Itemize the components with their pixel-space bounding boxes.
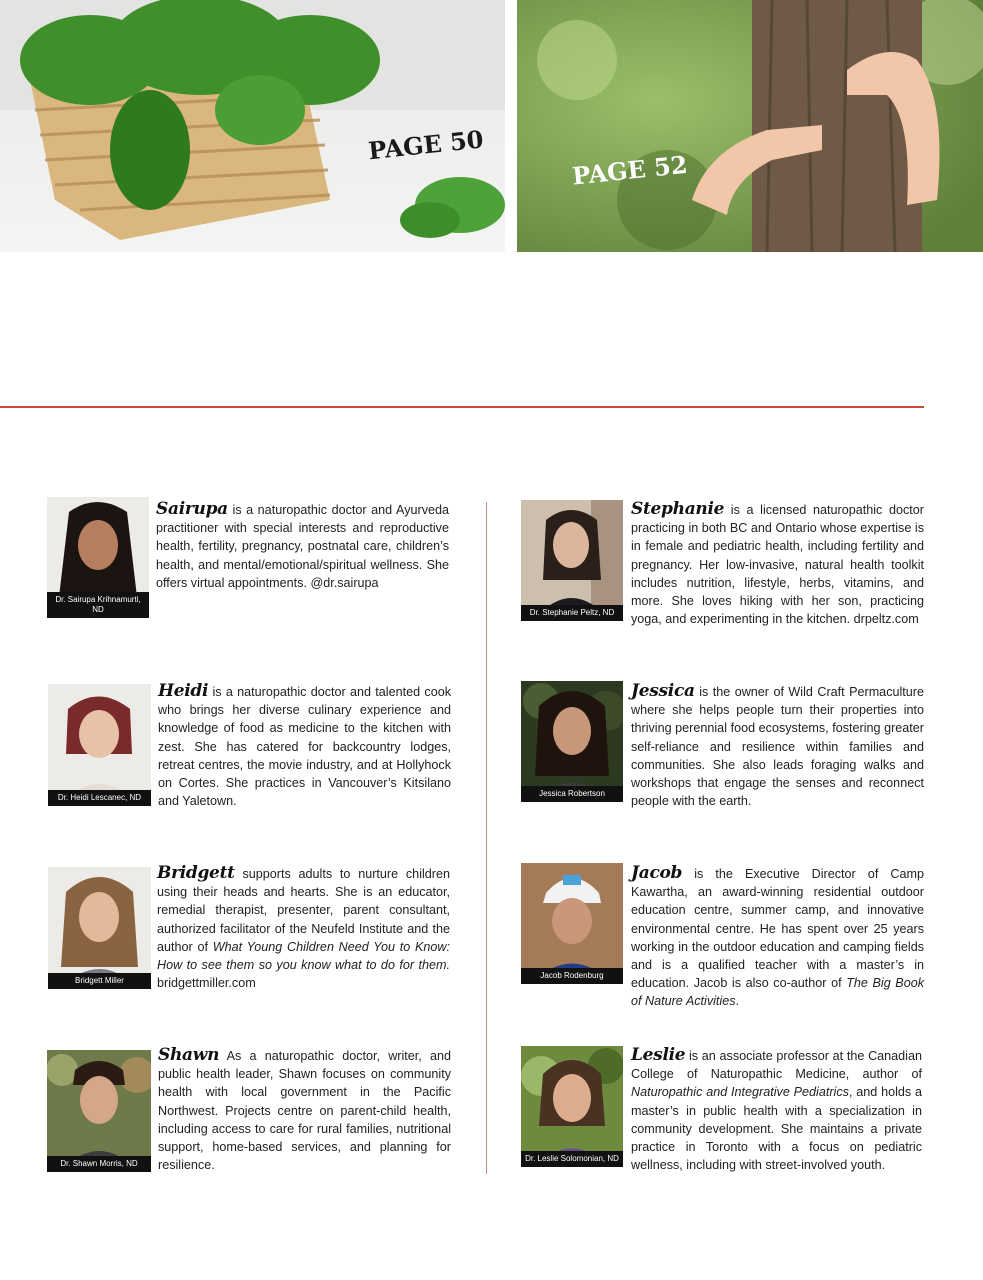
bio-text xyxy=(157,864,450,992)
bio-text xyxy=(631,1046,922,1174)
bio-text xyxy=(631,500,924,628)
portrait-photo xyxy=(47,1050,151,1172)
portrait-caption: Jacob Rodenburg xyxy=(521,968,623,984)
portrait-caption: Bridgett Miller xyxy=(48,973,151,989)
portrait-photo xyxy=(48,867,151,989)
bio-body-end: , and holds a master’s in public health with a specialization in community development. She maintains a private practice in Toronto with a focus on pediatric wellness, including with street-involved youth. xyxy=(631,1085,923,1173)
bio-body-end: bridgettmiller.com xyxy=(157,976,256,991)
first-name: Stephanie xyxy=(631,499,725,519)
bio-body: is a licensed naturopathic doctor practicing in both BC and Ontario whose expertise is in female and pediatric health, including fertility and pregnancy. Her low-invasive, natural health toolkit includes nutrition, lifestyle, herbs, vitamins, and more. She loves hiking with her son, practicing yoga, and experimenting in the kitchen. drpeltz.com xyxy=(631,503,924,627)
first-name: Sairupa xyxy=(156,499,228,519)
bio-body: is the Executive Director of Camp Kawartha, an award-winning residential outdoor education centre, summer camp, and innovative environmental centre. He has spent over 25 years working in the outdoor education and camping fields and is a qualified teacher with a master’s in education. Jacob is also co-author of xyxy=(631,867,924,991)
first-name: Jacob xyxy=(631,863,683,883)
portrait-photo xyxy=(521,681,623,802)
portrait-photo xyxy=(521,863,623,984)
bio-text xyxy=(631,864,924,1011)
portrait-caption: Dr. Leslie Solomonian, ND xyxy=(521,1151,623,1167)
bio-body: is a naturopathic doctor and Ayurveda practitioner with special interests and reproductive health, fertility, pregnancy, postnatal care, children’s health, and mental/emotional/spiritual wellness. She offers virtual appointments. @dr.sairupa xyxy=(156,503,449,590)
bio-body: supports adults to nurture children using their heads and hearts. She is an educator, remedial therapist, presenter, parent consultant, authorized facilitator of the Neufeld Institute and the author of xyxy=(157,867,450,954)
portrait-caption: Dr. Shawn Morris, ND xyxy=(47,1156,151,1172)
bio-text xyxy=(158,682,451,810)
portrait-photo xyxy=(47,497,149,618)
book-title: The Big Book of Nature Activities xyxy=(631,976,925,1009)
bio-text xyxy=(158,1046,451,1174)
portrait-caption: Jessica Robertson xyxy=(521,786,623,802)
first-name: Heidi xyxy=(158,681,209,701)
bio-body: is the owner of Wild Craft Permaculture where she helps people turn their properties into thriving perennial food ecosystems, fostering greater self-reliance and resilience within families and communities. She also leads foraging walks and workshops that engage the senses and reconnect people with the earth. xyxy=(631,685,924,809)
bio-text xyxy=(156,500,449,592)
book-title: Naturopathic and Integrative Pediatrics xyxy=(631,1085,849,1100)
first-name: Bridgett xyxy=(157,863,235,883)
tree-hug-photo xyxy=(517,0,983,252)
section-divider xyxy=(0,406,924,408)
bio-text xyxy=(631,682,924,810)
first-name: Jessica xyxy=(631,681,695,701)
first-name: Leslie xyxy=(631,1045,686,1065)
portrait-caption: Dr. Sairupa Krihnamurti, ND xyxy=(47,592,149,618)
bio-body-end: . xyxy=(735,994,740,1009)
bio-body: is a naturopathic doctor and talented cook who brings her diverse culinary experience and knowledge of food as medicine to the kitchen with zest. She has catered for backcountry lodges, retreat centres, the movie industry, and at Hollyhock on Cortes. She practices in Vancouver’s Kitsilano and Yaletown. xyxy=(158,685,451,809)
portrait-photo xyxy=(521,1046,623,1167)
first-name: Shawn xyxy=(158,1045,220,1065)
bio-body: As a naturopathic doctor, writer, and public health leader, Shawn focuses on community health with local government in the Pacific Northwest. Projects centre on parent-child health, including access to care for rural families, nutritional support, home-based services, and planning for resilience. xyxy=(158,1049,451,1173)
portrait-caption: Dr. Heidi Lescanec, ND xyxy=(48,790,151,806)
portrait-photo xyxy=(521,500,623,621)
nettles-photo xyxy=(0,0,505,252)
bio-body: is an associate professor at the Canadian College of Naturopathic Medicine, author of xyxy=(631,1049,922,1082)
column-divider xyxy=(486,502,487,1174)
book-title: What Young Children Need You to Know: How to see them so you know what to do for them. xyxy=(157,939,450,973)
page-50-label: PAGE 50 xyxy=(366,124,485,166)
page-52-label: PAGE 52 xyxy=(570,149,689,191)
portrait-photo xyxy=(48,684,151,806)
portrait-caption: Dr. Stephanie Peltz, ND xyxy=(521,605,623,621)
